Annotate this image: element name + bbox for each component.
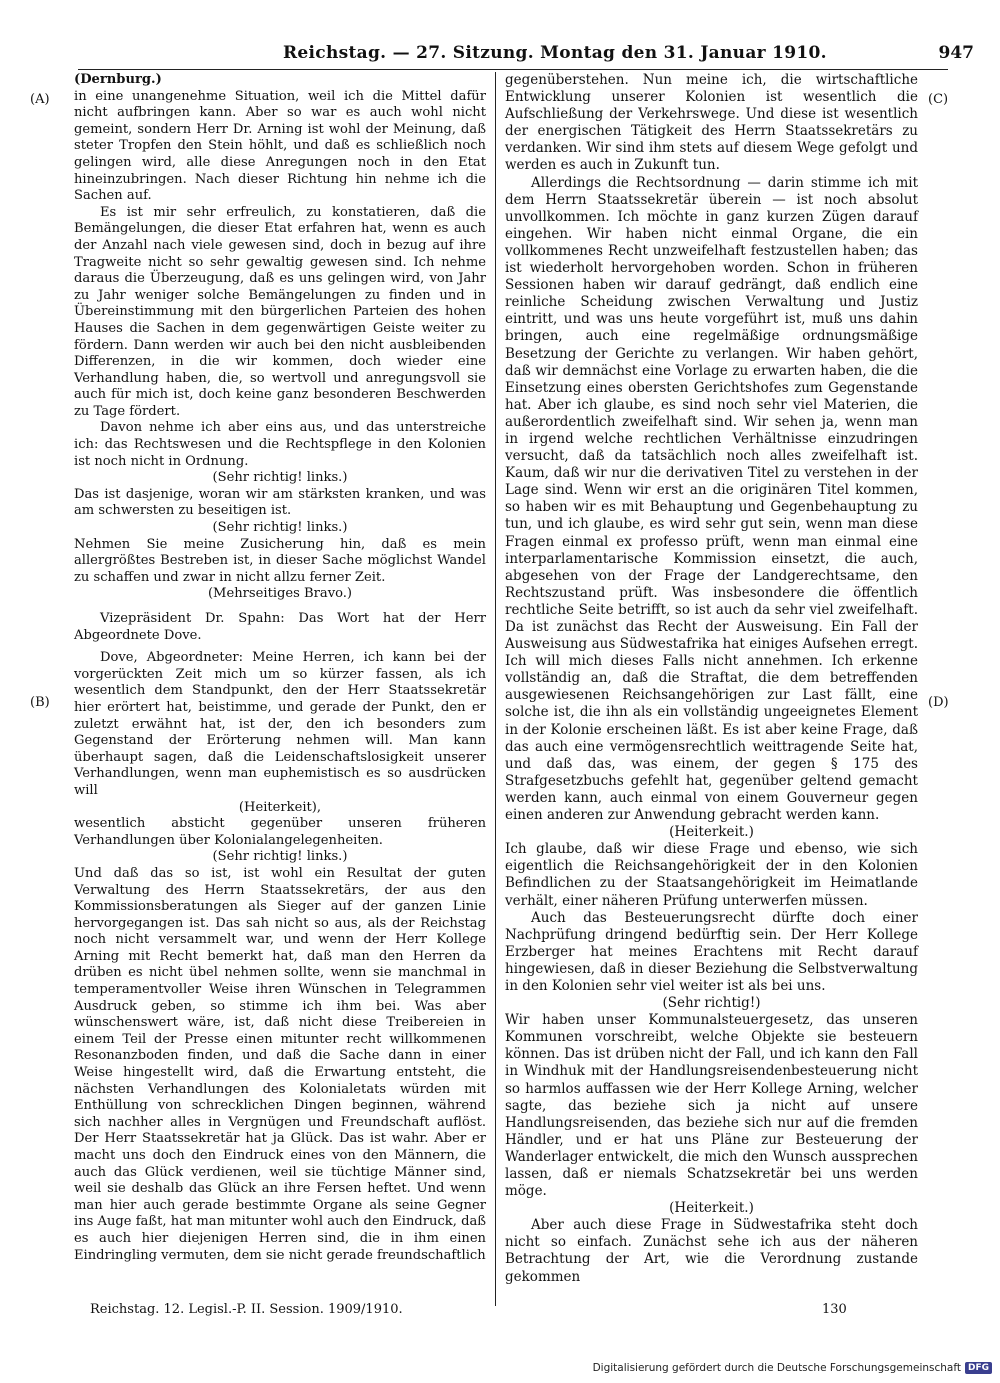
paragraph: Es ist mir sehr erfreulich, zu konstatieren, daß die Bemängelungen, die dieser Etat erfahren hat, wenn es auch der Anzahl nach viele gewesen sind, doch in bezug auf ihre Tragweite nicht so sehr gewaltig gewesen sind. Ich nehme daraus die Überzeugung, daß es uns gelingen wird, von Jahr zu Jahr weniger solche Bemängelungen zu finden und in Übereinstimmung mit den bürgerlichen Parteien des hohen Hauses die Sachen in dem gegenwärtigen Geiste weiter zu fördern. Dann werden wir auch bei den nicht ausbleibenden Differenzen, in die wir kommen, doch wieder eine Verhandlung haben, die, so wertvoll und anregungsvoll sie auch für mich ist, doch keine ganz besonderen Beschwerden zu Tage fördert. bbox=[74, 204, 486, 419]
header-rule bbox=[78, 69, 948, 70]
page-number: 947 bbox=[938, 43, 974, 63]
interjection: (Heiterkeit.) bbox=[669, 824, 754, 841]
paragraph: Und daß das so ist, ist wohl ein Resultat der guten Verwaltung des Herrn Staatssekretärs, der aus den Kommissionsberatungen als Sieger auf der ganzen Linie hervorgegangen ist. Das sah nicht so aus, als der Reichstag noch nicht versammelt war, und wenn der Herr Kollege Arning mit Recht bemerkt hat, daß man den Herren da drüben es nicht übel nehmen sollte, wenn sie manchmal in temperamentvoller Weise ihren Wünschen in Telegrammen Ausdruck geben, so stimme ich ihm bei. Was aber wünschenswert wäre, ist, daß nicht diese Treibereien in einem Teil der Presse einen mitunter recht willkommenen Resonanzboden finden, und daß die Sache dann in einer Weise hingestellt wird, daß die Erwartung entsteht, die nächsten Verhandlungen des Kolonialetats würden mit Enthüllung von schrecklichen Dingen beginnen, während sich nachher alles in Vergnügen und Freundschaft auflöst. Der Herr Staatssekretär hat ja Glück. Das ist wahr. Aber er macht uns doch den Eindruck eines von den Männern, die auch das Glück verdienen, weil sie tüchtige Männer sind, weil sie deshalb das Glück an ihre Fersen heftet. Und wenn man hier auch gerade bestimmte Organe als seine Gegner ins Auge faßt, hat man mitunter wohl auch den Eindruck, daß es auch hier diejenigen Herren sind, die in ihm einen Eindringling vermuten, dem sie nicht gerade freundschaftlich bbox=[74, 865, 486, 1263]
margin-marker-c: (C) bbox=[928, 92, 949, 107]
left-column bbox=[74, 72, 486, 1264]
column-divider bbox=[495, 72, 496, 1306]
right-column bbox=[505, 72, 918, 1286]
margin-marker-b: (B) bbox=[30, 695, 50, 710]
running-title: Reichstag. — 27. Sitzung. Montag den 31. Januar 1910. bbox=[283, 43, 827, 63]
speech-opening: Dove, Abgeordneter: Meine Herren, ich kann bei der vorgerückten Zeit mich um so kürzer fassen, als ich wesentlich dem Standpunkt, den der Herr Staatssekretär hier erörtert hat, beistimme, und gerade der Punkt, den er zuletzt erwähnt hat, ist der, den ich besonders zum Gegenstand der Erörterung nehmen will. Man kann überhaupt sagen, daß die Leidenschaftslosigkeit unserer Verhandlungen, wenn man euphemistisch es so ausdrücken will bbox=[74, 650, 486, 798]
footer-session-info: Reichstag. 12. Legisl.-P. II. Session. 1909/1910. bbox=[90, 1302, 403, 1317]
paragraph: Allerdings die Rechtsordnung — darin stimme ich mit dem Herrn Staatssekretär überein — ist noch absolut unvollkommen. Ich möchte in ganz kurzen Zügen darauf eingehen. Wir haben nicht einmal Organe, die ein vollkommenes Recht unzweifelhaft festzustellen haben; das ist wiederholt hervorgehoben worden. Schon in früheren Sessionen haben wir darauf gedrängt, daß endlich eine reinliche Scheidung zwischen Verwaltung und Justiz eintritt, und was uns heute vorgeführt ist, muß uns dahin bringen, auch eine regelmäßige ordnungsmäßige Besetzung der Gerichte zu verlangen. Wir haben gehört, daß wir demnächst eine Vorlage zu erwarten haben, die die Einsetzung eines obersten Gerichtshofes zum Gegenstande hat. Aber ich glaube, es sind noch sehr viel Materien, die außerordentlich zweifelhaft sind. Wir sehen ja, wenn man in irgend welche rechtlichen Verhältnisse einzudringen versucht, daß da tatsächlich noch alles zweifelhaft ist. Kaum, daß wir nur die derivativen Titel zu verstehen in der Lage sind. Wenn wir erst an die originären Titel kommen, so haben wir es mit Behauptung und Gegenbehauptung zu tun, und ich glaube, es wird sehr gut sein, wenn man diese Fragen einmal ex professo prüft, wenn man einmal eine interparlamentarische Kommission einsetzt, die auch, abgesehen von der Frage der Landgerechtsame, den Rechtszustand prüft. Was insbesondere die öffentlich rechtliche Seite betrifft, so ist auch da sehr viel zweifelhaft. Da ist zunächst das Recht der Ausweisung. Ein Fall der Ausweisung aus Südwestafrika hat einiges Aufsehen erregt. Ich will mich dieses Falls nicht annehmen. Ich erkenne vollständig an, daß die Straftat, die dem betreffenden ausgewiesenen Reichsangehörigen zur Last fällt, eine solche ist, die ihn als ein vollständig ungeeignetes Element in der Kolonie erscheinen läßt. Es ist aber keine Frage, daß das auch eine vermögensrechtlich weittragende Seite hat, und daß das, was einem, der gegen § 175 des Strafgesetzbuchs gefehlt hat, gegenüber geltend gemacht werden kann, auch einmal von einem Gouverneur gegen einen anderen zur Anwendung gebracht werden kann. bbox=[505, 174, 918, 824]
interjection: (Sehr richtig!) bbox=[662, 995, 761, 1012]
interjection: (Heiterkeit), bbox=[238, 799, 322, 815]
interjection: (Sehr richtig! links.) bbox=[212, 520, 348, 536]
paragraph: wesentlich absticht gegenüber unseren früheren Verhandlungen über Kolonialangelegenheiten. bbox=[74, 816, 486, 848]
speaker-continuation: (Dernburg.) bbox=[74, 72, 162, 87]
paragraph: Wir haben unser Kommunalsteuergesetz, das unseren Kommunen vorschreibt, welche Objekte sie besteuern können. Das ist drüben nicht der Fall, und ich kann den Fall in Windhuk mit der Handlungsreisendenbesteuerung nicht so harmlos auffassen wie der Herr Kollege Arning, welcher sagte, das beziehe sich ja nicht auf unsere Handlungsreisenden, das beziehe sich nur auf die fremden Händler, und er hat uns Pläne zur Besteuerung der Wanderlager entwickelt, die mich den Wunsch aussprechen lassen, daß er niemals Schatzsekretär bei uns werden möge. bbox=[505, 1012, 918, 1200]
digitization-credit bbox=[593, 1362, 992, 1374]
paragraph: Ich glaube, daß wir diese Frage und ebenso, wie sich eigentlich die Reichsangehörigkeit der in den Kolonien Befindlichen zu der Staatsangehörigkeit im Heimatlande verhält, einer näheren Prüfung unterwerfen müssen. bbox=[505, 841, 918, 909]
digitization-note: Digitalisierung gefördert durch die Deutsche Forschungsgemeinschaft bbox=[592, 1362, 961, 1374]
footer-sheet-number: 130 bbox=[822, 1302, 847, 1317]
paragraph: Aber auch diese Frage in Südwestafrika steht doch nicht so einfach. Zunächst sehe ich aus der näheren Betrachtung der Art, wie die Verordnung zustande gekommen bbox=[505, 1217, 918, 1285]
paragraph: gegenüberstehen. Nun meine ich, die wirtschaftliche Entwicklung unserer Kolonien ist wesentlich die Aufschließung der Verkehrswege. Und diese ist wesentlich der energischen Tätigkeit des Herrn Staatssekretärs zu verdanken. Wir sind ihm stets auf diesem Wege gefolgt und werden es auch in Zukunft tun. bbox=[505, 72, 918, 174]
margin-marker-a: (A) bbox=[30, 92, 50, 107]
dfg-logo-icon: DFG bbox=[965, 1362, 992, 1374]
margin-marker-d: (D) bbox=[928, 695, 949, 710]
interjection: (Sehr richtig! links.) bbox=[212, 470, 348, 486]
presiding-remark: Vizepräsident Dr. Spahn: Das Wort hat der Herr Abgeordnete Dove. bbox=[74, 611, 486, 643]
interjection: (Sehr richtig! links.) bbox=[212, 849, 348, 865]
interjection: (Mehrseitiges Bravo.) bbox=[207, 586, 353, 602]
paragraph: Davon nehme ich aber eins aus, und das unterstreiche ich: das Rechtswesen und die Rechtspflege in den Kolonien ist noch nicht in Ordnung. bbox=[74, 420, 486, 469]
paragraph: Das ist dasjenige, woran wir am stärksten kranken, und was am schwersten zu beseitigen ist. bbox=[74, 486, 486, 519]
interjection: (Heiterkeit.) bbox=[669, 1200, 754, 1217]
paragraph: Auch das Besteuerungsrecht dürfte doch einer Nachprüfung dringend bedürftig sein. Der Herr Kollege Erzberger hat meines Erachtens mit Recht darauf hingewiesen, daß in dieser Beziehung die Selbstverwaltung in den Kolonien sehr viel weiter ist als bei uns. bbox=[505, 909, 918, 994]
paragraph: in eine unangenehme Situation, weil ich die Mittel dafür nicht aufbringen kann. Aber so war es auch wohl nicht gemeint, sondern Herr Dr. Arning ist wohl der Meinung, daß steter Tropfen den Stein höhlt, und daß es schließlich noch gelingen wird, alle diese Anregungen noch in den Etat hineinzubringen. Nach dieser Richtung hin nehme ich die Sachen auf. bbox=[74, 88, 486, 204]
page-header bbox=[88, 43, 974, 69]
paragraph: Nehmen Sie meine Zusicherung hin, daß es mein allergrößtes Bestreben ist, in dieser Sache möglichst Wandel zu schaffen und zwar in nicht allzu ferner Zeit. bbox=[74, 536, 486, 585]
